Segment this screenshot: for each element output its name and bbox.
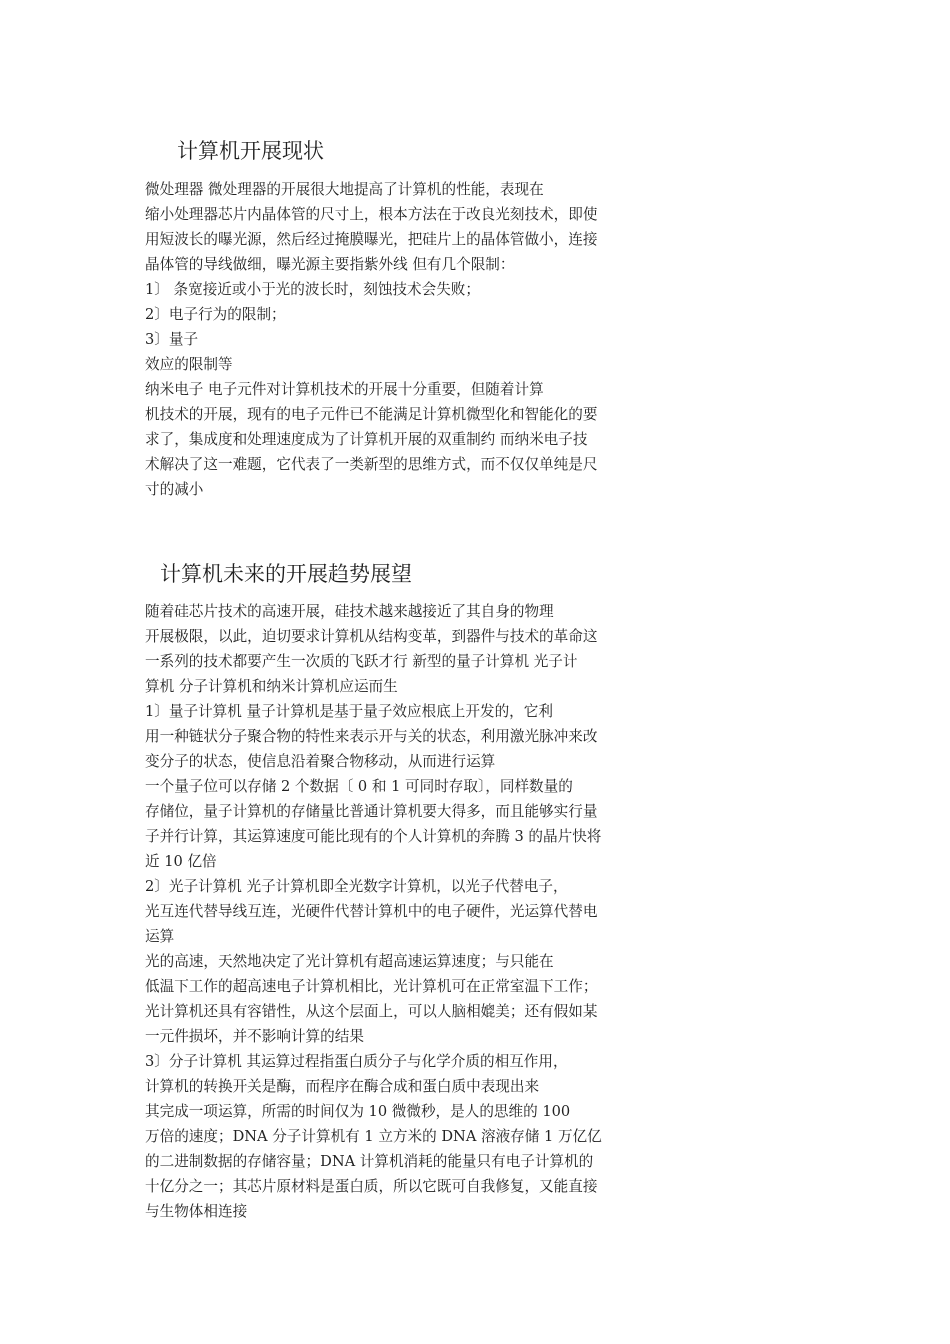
paragraph-line: 微处理器 微处理器的开展很大地提高了计算机的性能，表现在: [145, 181, 544, 198]
paragraph-line: 近 10 亿倍: [145, 853, 217, 870]
paragraph-line: 术解决了这一难题，它代表了一类新型的思维方式，而不仅仅单纯是尺: [145, 456, 598, 473]
paragraph-line: 计算机的转换开关是酶，而程序在酶合成和蛋白质中表现出来: [145, 1078, 540, 1095]
paragraph-line: 其完成一项运算，所需的时间仅为 10 微微秒，是人的思维的 100: [145, 1103, 571, 1120]
list-item-line: 2〕光子计算机 光子计算机即全光数字计算机，以光子代替电子，: [145, 878, 568, 895]
section-body-future-trends: [145, 599, 670, 1224]
paragraph-line: 存储位，量子计算机的存储量比普通计算机要大得多，而且能够实行量: [145, 803, 598, 820]
paragraph-line: 机技术的开展，现有的电子元件已不能满足计算机微型化和智能化的要: [145, 406, 598, 423]
paragraph-line: 光的高速，天然地决定了光计算机有超高速运算速度；与只能在: [145, 953, 554, 970]
paragraph-line: 效应的限制等: [145, 356, 233, 373]
paragraph-line: 光互连代替导线互连，光硬件代替计算机中的电子硬件，光运算代替电: [145, 903, 598, 920]
paragraph-line: 算机 分子计算机和纳米计算机应运而生: [145, 678, 398, 695]
paragraph-line: 一个量子位可以存储 2 个数据〔 0 和 1 可同时存取〕，同样数量的: [145, 778, 573, 795]
section-heading-future-trends: 计算机未来的开展趋势展望: [160, 562, 412, 586]
paragraph-line: 一元件损坏，并不影响计算的结果: [145, 1028, 364, 1045]
list-item-line: 3〕分子计算机 其运算过程指蛋白质分子与化学介质的相互作用，: [145, 1053, 568, 1070]
paragraph-line: 纳米电子 电子元件对计算机技术的开展十分重要，但随着计算: [145, 381, 544, 398]
list-item-line: 1〕量子计算机 量子计算机是基于量子效应根底上开发的，它利: [145, 703, 553, 720]
paragraph-line: 万倍的速度；DNA 分子计算机有 1 立方米的 DNA 溶液存储 1 万亿亿: [145, 1128, 602, 1145]
paragraph-line: 光计算机还具有容错性，从这个层面上，可以人脑相媲美；还有假如某: [145, 1003, 598, 1020]
paragraph-line: 晶体管的导线做细，曝光源主要指紫外线 但有几个限制：: [145, 256, 515, 273]
list-item-line: 3〕量子: [145, 331, 199, 348]
paragraph-line: 低温下工作的超高速电子计算机相比，光计算机可在正常室温下工作；: [145, 978, 598, 995]
paragraph-line: 寸的减小: [145, 481, 204, 498]
paragraph-line: 的二进制数据的存储容量；DNA 计算机消耗的能量只有电子计算机的: [145, 1153, 594, 1170]
paragraph-line: 用短波长的曝光源，然后经过掩膜曝光，把硅片上的晶体管做小，连接: [145, 231, 598, 248]
paragraph-line: 变分子的状态，使信息沿着聚合物移动，从而进行运算: [145, 753, 496, 770]
list-item-line: 2〕电子行为的限制；: [145, 306, 286, 323]
section-heading-current-status: 计算机开展现状: [177, 139, 324, 163]
paragraph-line: 一系列的技术都要产生一次质的飞跃才行 新型的量子计算机 光子计: [145, 653, 578, 670]
paragraph-line: 与生物体相连接: [145, 1203, 248, 1220]
list-item-line: 1〕 条宽接近或小于光的波长时，刻蚀技术会失败；: [145, 281, 480, 298]
paragraph-line: 用一种链状分子聚合物的特性来表示开与关的状态，利用激光脉冲来改: [145, 728, 598, 745]
paragraph-line: 子并行计算，其运算速度可能比现有的个人计算机的奔腾 3 的晶片快将: [145, 828, 602, 845]
paragraph-line: 运算: [145, 928, 175, 945]
paragraph-line: 求了，集成度和处理速度成为了计算机开展的双重制约 而纳米电子技: [145, 431, 588, 448]
paragraph-line: 随着硅芯片技术的高速开展，硅技术越来越接近了其自身的物理: [145, 603, 554, 620]
paragraph-line: 开展极限，以此，迫切要求计算机从结构变革，到器件与技术的革命这: [145, 628, 598, 645]
paragraph-line: 缩小处理器芯片内晶体管的尺寸上，根本方法在于改良光刻技术，即使: [145, 206, 598, 223]
section-body-current-status: [145, 177, 670, 502]
paragraph-line: 十亿分之一；其芯片原材料是蛋白质，所以它既可自我修复，又能直接: [145, 1178, 598, 1195]
